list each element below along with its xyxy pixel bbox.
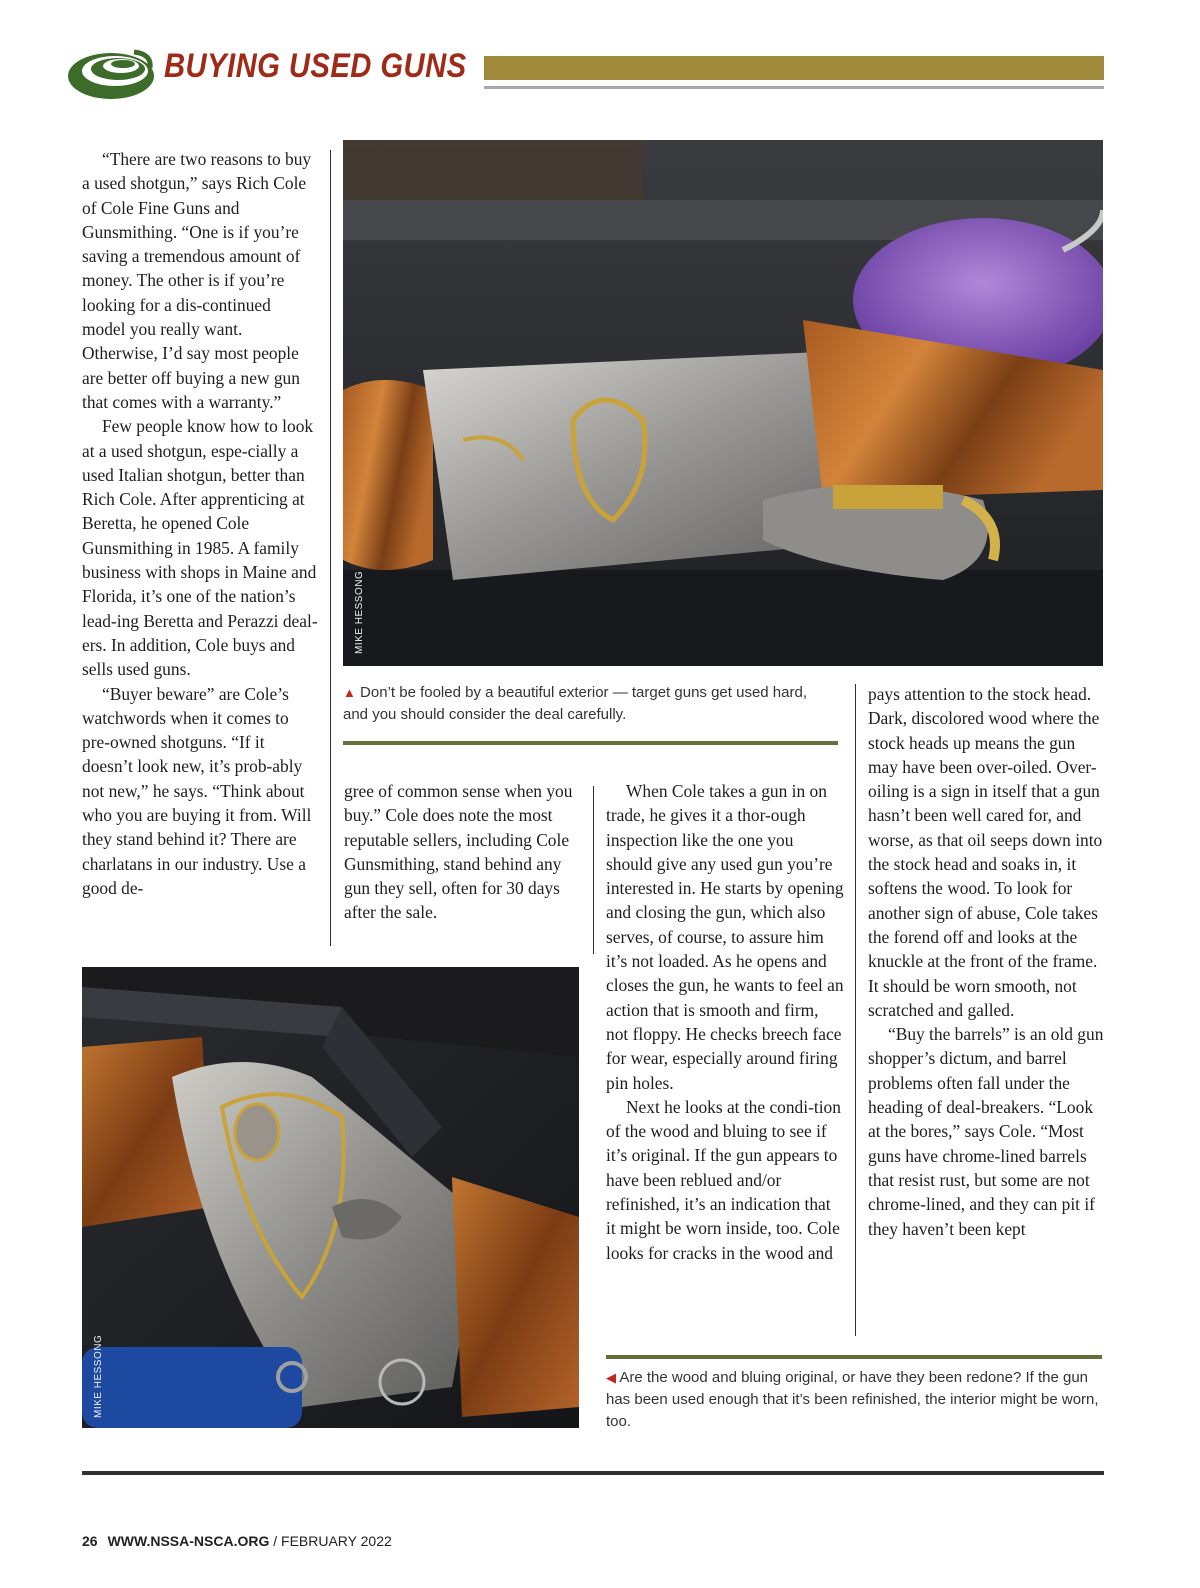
header-rule xyxy=(484,86,1104,89)
footer-separator: / xyxy=(269,1533,282,1549)
engraved-receiver-photo xyxy=(343,140,1103,666)
footer-rule xyxy=(82,1471,1104,1475)
article-column-1 xyxy=(82,147,318,900)
triangle-up-icon: ▲ xyxy=(343,685,356,700)
paragraph: When Cole takes a gun in on trade, he gives it a thor-ough inspection like the one you should give any used gun you’re interested in. He starts by opening and closing the gun, which also serves, of course, to assure him it’s not loaded. As he opens and closes the gun, he wants to feel an action that is smooth and firm, not floppy. He checks breech face for wear, especially around firing pin holes. xyxy=(606,781,844,1093)
column-divider xyxy=(593,786,594,954)
receiver-closeup-photo xyxy=(82,967,579,1428)
page-number: 26 xyxy=(82,1533,98,1549)
paragraph: “Buy the barrels” is an old gun shopper’s dictum, and barrel problems often fall under the heading of deal-breakers. “Look at the bores,” says Cole. “Most guns have chrome-lined barrels that resist rust, but some are not chrome-lined, and they can pit if they haven’t been kept xyxy=(868,1024,1104,1239)
article-column-2 xyxy=(344,779,580,925)
article-column-4 xyxy=(868,682,1104,1241)
paragraph: Few people know how to look at a used shotgun, espe-cially a used Italian shotgun, better than Rich Cole. After apprenticing at Beretta, he opened Cole Gunsmithing in 1985. A family business with shops in Maine and Florida, it’s one of the nation’s lead-ing Beretta and Perazzi deal-ers. In addition, Cole buys and sells used guns. xyxy=(82,416,318,680)
caption-text: Don’t be fooled by a beautiful exterior — target guns get used hard, and you should consider the deal carefully. xyxy=(343,684,807,723)
section-title: BUYING USED GUNS xyxy=(164,47,467,85)
header-bar xyxy=(484,56,1104,80)
caption-rule xyxy=(606,1355,1102,1359)
clay-target-logo-icon xyxy=(64,42,158,104)
photo-credit: MIKE HESSONG xyxy=(354,570,365,654)
caption-text: Are the wood and bluing original, or have they been redone? If the gun has been used enough that it’s been refinished, the interior might be worn, too. xyxy=(606,1369,1099,1430)
column-divider xyxy=(330,150,331,946)
paragraph: “Buyer beware” are Cole’s watchwords when it comes to pre-owned shotguns. “If it doesn’t look new, it’s prob-ably not new,” he says. “Think about who you are buying it from. Will they stand behind it? There are charlatans in our industry. Use a good de- xyxy=(82,683,312,898)
photo-caption xyxy=(606,1367,1102,1433)
paragraph: gree of common sense when you buy.” Cole does note the most reputable sellers, including Cole Gunsmithing, stand behind any gun they sell, often for 30 days after the sale. xyxy=(344,781,573,923)
paragraph: “There are two reasons to buy a used shotgun,” says Rich Cole of Cole Fine Guns and Gunsmithing. “One is if you’re saving a tremendous amount of money. The other is if you’re looking for a dis-continued model you really want. Otherwise, I’d say most people are better off buying a new gun that comes with a warranty.” xyxy=(82,149,312,412)
photo-credit: MIKE HESSONG xyxy=(93,1334,104,1418)
footer-url[interactable]: WWW.NSSA-NSCA.ORG xyxy=(107,1533,270,1549)
article-column-3 xyxy=(606,779,844,1265)
issue-date: FEBRUARY 2022 xyxy=(281,1533,392,1549)
caption-rule xyxy=(343,741,838,745)
page-footer xyxy=(82,1533,392,1549)
paragraph: pays attention to the stock head. Dark, discolored wood where the stock heads up means the gun may have been over-oiled. Over-oiling is a sign in itself that a gun hasn’t been well cared for, and worse, as that oil seeps down into the stock head and soaks in, it softens the wood. To look for another sign of abuse, Cole takes the forend off and looks at the knuckle at the front of the frame. It should be worn smooth, not scratched and galled. xyxy=(868,684,1103,1020)
column-divider xyxy=(855,684,856,1336)
photo-caption xyxy=(343,682,833,726)
paragraph: Next he looks at the condi-tion of the wood and bluing to see if it’s original. If the gun appears to have been reblued and/or refinished, it’s an indication that it might be worn inside, too. Cole looks for cracks in the wood and xyxy=(606,1096,841,1263)
triangle-left-icon: ◀ xyxy=(606,1370,616,1385)
